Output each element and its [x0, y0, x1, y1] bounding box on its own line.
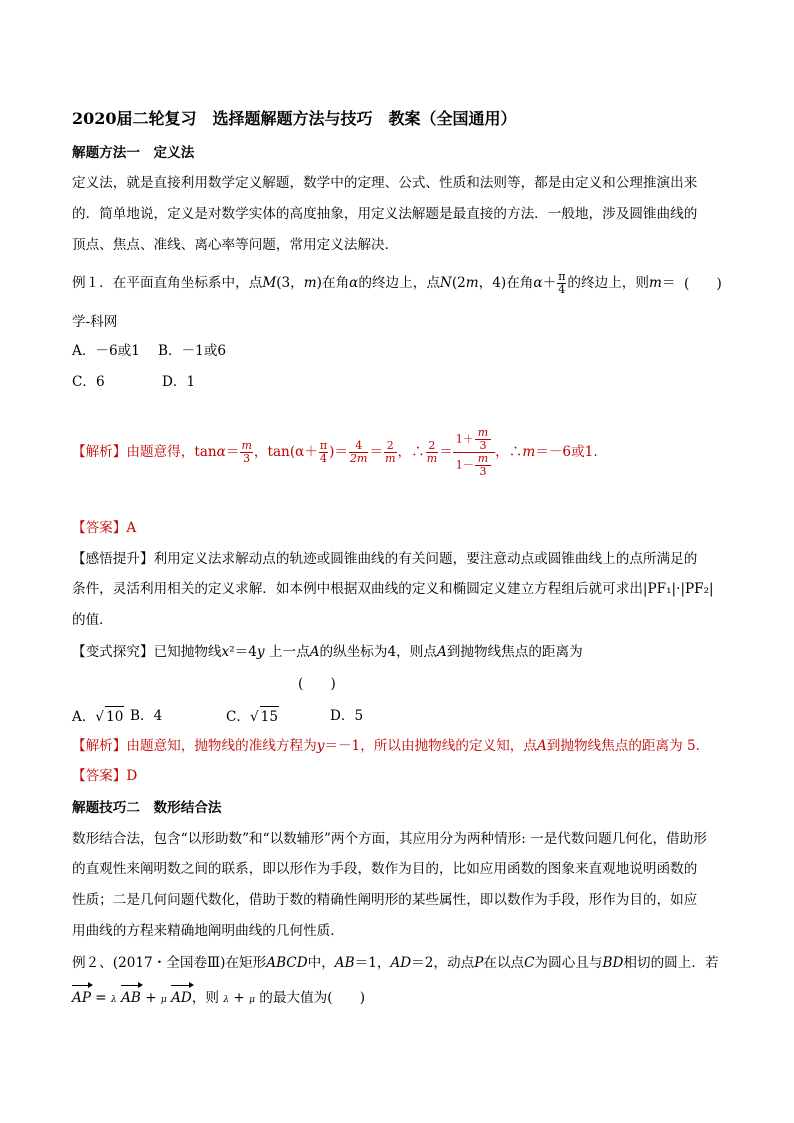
denominator: 4 — [320, 452, 327, 465]
var: BD — [602, 955, 624, 971]
compound-fraction — [453, 427, 495, 478]
variant-option-a: A．√ 10 — [72, 706, 124, 727]
variant-question — [72, 642, 583, 662]
text: ＝ — [661, 275, 676, 291]
text: (α＋ — [289, 444, 318, 460]
denominator: 4 — [558, 283, 566, 296]
answer1 — [72, 518, 136, 538]
text: tan — [194, 444, 217, 460]
fraction — [384, 440, 396, 465]
text: ＝1， — [354, 955, 391, 971]
text: ，4)在角 — [478, 275, 534, 291]
insight-tag: 【感悟提升】 — [72, 551, 154, 567]
var: λ — [111, 995, 117, 1005]
variant-option-c: C．√ 15 — [226, 706, 279, 727]
fraction — [349, 440, 368, 465]
answer-value: D — [126, 768, 138, 784]
text: 的纵坐标为4，则点 — [319, 644, 437, 660]
answer-blank: ( ) — [684, 276, 722, 292]
analysis2 — [72, 736, 700, 756]
fraction — [475, 427, 491, 452]
method2-paragraph-line: 的直观性来阐明数之间的联系，即以形作为手段，数作为目的，比如应用函数的图象来直观地说明函数的 — [72, 861, 698, 877]
var: m — [303, 275, 317, 291]
var: AB — [334, 955, 355, 971]
method1-paragraph-line: 定义法，就是直接利用数学定义解题，数学中的定理、公式、性质和法则等，都是由定义和公理推演出来 — [72, 175, 698, 191]
variant-option-b: B．4 — [130, 708, 163, 724]
denominator: m — [426, 452, 438, 465]
var: y — [316, 738, 325, 754]
watermark-text: 学-科网 — [72, 314, 118, 330]
text: 在以点 — [483, 955, 525, 971]
compound-numerator — [453, 427, 495, 453]
answer-tag: 【答案】 — [72, 768, 127, 784]
vector: AP — [72, 990, 91, 1006]
text: ＝ — [225, 444, 240, 460]
analysis1 — [72, 427, 598, 478]
text: 到抛物线焦点的距离为 5. — [546, 738, 700, 754]
text: 1－ — [455, 458, 474, 472]
text: )＝ — [329, 444, 349, 460]
var: P — [474, 955, 484, 971]
denominator: 3 — [479, 439, 487, 452]
var: μ — [160, 995, 167, 1005]
denominator: 3 — [243, 452, 251, 465]
answer-value: A — [126, 520, 137, 536]
text: 上一点 — [264, 644, 310, 660]
text: 相切的圆上．若 — [623, 955, 719, 971]
text: ＝ — [369, 444, 384, 460]
option-label: C． — [226, 709, 250, 725]
text: ，∴ — [495, 444, 523, 460]
text: 例１．在平面直角坐标系中，点 — [72, 275, 263, 291]
numerator: π — [558, 270, 566, 283]
text: ＝ — [439, 444, 453, 460]
text: 利用定义法求解动点的轨迹或圆锥曲线的有关问题，要注意动点或圆锥曲线上的点所满足的 — [153, 551, 698, 567]
method1-heading: 解题方法一 定义法 — [72, 145, 195, 161]
text: 1＋ — [455, 432, 474, 446]
fraction — [426, 440, 438, 465]
denominator: 3 — [479, 465, 487, 478]
fraction — [475, 453, 491, 478]
var: α — [349, 275, 359, 291]
numerator: m — [241, 439, 252, 452]
numerator: 2 — [384, 440, 396, 453]
numerator: m — [475, 453, 491, 466]
method2-paragraph-line: 用曲线的方程来精确地阐明曲线的几何性质． — [72, 923, 344, 939]
var: A — [309, 644, 320, 660]
fraction — [240, 440, 252, 465]
text: 的终边上，则 — [567, 275, 649, 291]
analysis-tag: 【解析】 — [72, 444, 127, 460]
var: α — [216, 444, 226, 460]
text: ＝－6或1. — [535, 444, 598, 460]
page-title: 2020届二轮复习 选择题解题方法与技巧 教案（全国通用） — [72, 109, 517, 128]
text: ，tan — [253, 444, 290, 460]
vector: AD — [171, 990, 192, 1006]
insight-line — [72, 549, 697, 569]
example1-stem — [72, 271, 675, 296]
option-d: D．1 — [162, 374, 196, 390]
text: ，则 — [191, 990, 224, 1006]
answer-tag: 【答案】 — [72, 520, 127, 536]
text: + — [140, 990, 161, 1006]
answer-blank: ( ) — [298, 676, 336, 692]
method1-paragraph-line: 顶点、焦点、准线、离心率等问题，常用定义法解决． — [72, 237, 399, 253]
numerator: m — [475, 427, 491, 440]
option-c: C．6 — [72, 374, 105, 390]
text: ，∴ — [397, 444, 425, 460]
answer2 — [72, 766, 137, 786]
var: y — [256, 644, 265, 660]
vector: AB — [121, 990, 141, 1006]
radicand: 10 — [105, 706, 124, 727]
text: )在角 — [316, 275, 350, 291]
denominator: 2m — [350, 452, 368, 465]
text: 的终边上，点 — [358, 275, 440, 291]
method1-paragraph-line: 的．简单地说，定义是对数学实体的高度抽象，用定义法解题是最直接的方法．一般地，涉及圆锥曲线的 — [72, 206, 698, 222]
var: m — [522, 444, 536, 460]
radicand: 15 — [260, 706, 279, 727]
text: ＝－1，所以由抛物线的定义知，点 — [324, 738, 537, 754]
var: C — [524, 955, 535, 971]
text: 中， — [307, 955, 335, 971]
text: ＝2，动点 — [411, 955, 475, 971]
text: 由题意知，抛物线的准线方程为 — [126, 738, 317, 754]
text: ²＝4 — [229, 644, 257, 660]
analysis-tag: 【解析】 — [72, 738, 127, 754]
var: m — [465, 275, 479, 291]
method2-paragraph-line: 性质；二是几何问题代数化，借助于数的精确性阐明形的某些属性，即以数作为手段，形作为目的，如应 — [72, 892, 698, 908]
method2-heading: 解题技巧二 数形结合法 — [72, 800, 222, 816]
example2-stem — [72, 953, 719, 973]
var: λ — [223, 995, 230, 1005]
insight-line: 的值． — [72, 612, 113, 628]
var: x — [221, 644, 230, 660]
fraction — [557, 271, 566, 296]
denominator: m — [385, 452, 396, 465]
option-b: B．－1或6 — [158, 343, 227, 359]
text: 的最大值为( ) — [254, 990, 366, 1006]
var: α — [533, 275, 543, 291]
var: M — [262, 275, 277, 291]
method2-paragraph-line: 数形结合法，包含“以形助数”和“以数辅形”两个方面，其应用分为两种情形: 一是代数问题几何化，借助形 — [72, 831, 707, 847]
var: m — [648, 275, 662, 291]
var: A — [436, 644, 447, 660]
text: 例２、(2017・全国卷Ⅲ)在矩形 — [72, 955, 267, 971]
text: (3， — [276, 275, 304, 291]
example2-vector-equation — [72, 988, 365, 1010]
text: 由题意得， — [126, 444, 195, 460]
numerator: 4 — [349, 440, 368, 453]
var: N — [439, 275, 452, 291]
text: ＋ — [542, 275, 557, 291]
variant-option-d: D．5 — [330, 708, 364, 724]
text: + — [229, 990, 250, 1006]
var: AD — [390, 955, 412, 971]
text: 已知抛物线 — [153, 644, 222, 660]
fraction — [319, 440, 328, 465]
compound-denominator — [453, 453, 495, 478]
option-a: A．－6或1 — [72, 343, 140, 359]
text: = — [90, 990, 112, 1006]
text: 到抛物线焦点的距离为 — [446, 644, 583, 660]
text: (2 — [451, 275, 466, 291]
text: 为圆心且与 — [534, 955, 603, 971]
insight-line: 条件，灵活利用相关的定义求解．如本例中根据双曲线的定义和椭圆定义建立方程组后就可求出|PF₁|·|PF₂| — [72, 581, 714, 597]
option-label: A． — [72, 709, 96, 725]
numerator: π — [319, 439, 328, 452]
variant-tag: 【变式探究】 — [72, 644, 154, 660]
var: ABCD — [266, 955, 308, 971]
var: μ — [249, 995, 255, 1005]
numerator: 2 — [426, 440, 438, 453]
var: A — [536, 738, 547, 754]
